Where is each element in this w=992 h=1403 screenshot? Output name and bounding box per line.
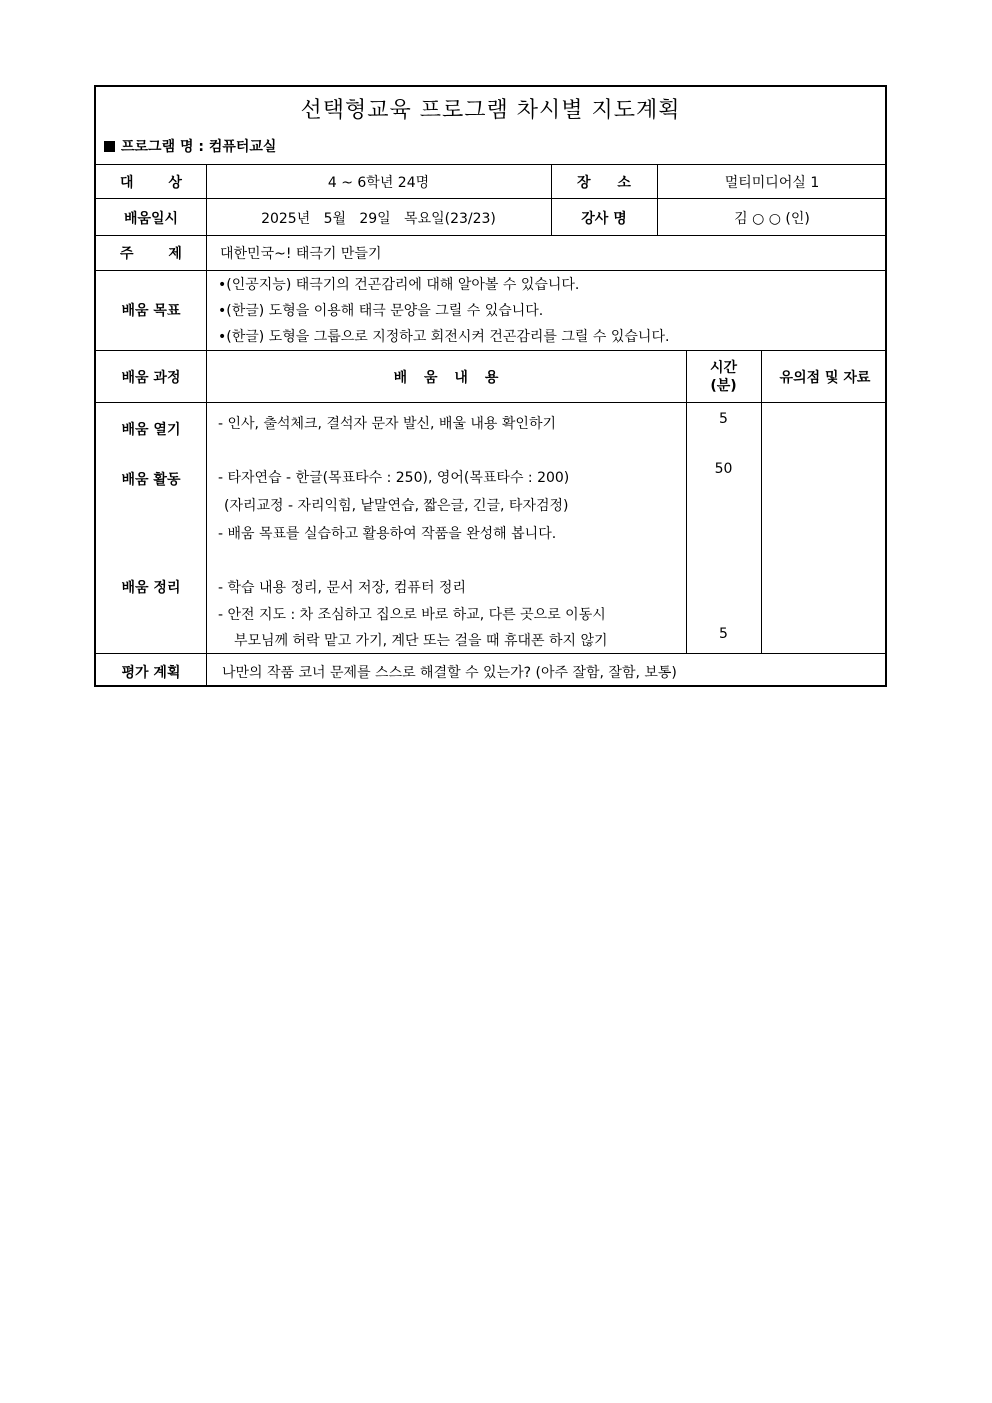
stage-activity-label: 배움 활동 xyxy=(121,472,181,488)
stage-open-line: - 인사, 출석체크, 결석자 문자 발신, 배울 내용 확인하기 xyxy=(218,416,557,432)
place-label: 장 소 xyxy=(577,175,631,191)
place-value: 멀티미디어실 1 xyxy=(724,175,820,191)
row-divider xyxy=(96,653,885,654)
stage-activity-line: - 타자연습 - 한글(목표타수 : 250), 영어(목표타수 : 200) xyxy=(218,470,570,486)
program-name xyxy=(104,136,276,156)
stage-close-line: - 안전 지도 : 차 조심하고 집으로 바로 하교, 다른 곳으로 이동시 xyxy=(218,607,606,623)
instructor-label: 강사 명 xyxy=(581,211,627,227)
date-label: 배움일시 xyxy=(123,211,179,227)
time-unit-header: (분) xyxy=(710,378,737,394)
goals-label: 배움 목표 xyxy=(121,303,181,319)
topic-label: 주 제 xyxy=(120,246,182,262)
notes-header: 유의점 및 자료 xyxy=(779,370,871,386)
date-value: 2025년 5월 29일 목요일(23/23) xyxy=(261,211,496,227)
row-divider xyxy=(96,198,885,199)
goal-item: •(한글) 도형을 이용해 태극 문양을 그릴 수 있습니다. xyxy=(218,303,544,319)
instructor-value: 김 ○ ○ (인) xyxy=(734,211,810,227)
process-header: 배움 과정 xyxy=(121,370,181,386)
stage-open-time: 5 xyxy=(719,411,728,427)
stage-close-label: 배움 정리 xyxy=(121,580,181,596)
row-divider xyxy=(96,164,885,165)
evaluation-label: 평가 계획 xyxy=(121,665,181,681)
column-divider xyxy=(686,350,687,653)
target-value: 4 ~ 6학년 24명 xyxy=(327,175,430,191)
column-divider xyxy=(206,164,207,687)
goal-item: •(한글) 도형을 그룹으로 지정하고 회전시켜 건곤감리를 그릴 수 있습니다. xyxy=(218,329,670,345)
evaluation-value: 나만의 작품 코너 문제를 스스로 해결할 수 있는가? (아주 잘함, 잘함, 보통) xyxy=(222,665,677,681)
page-title: 선택형교육 프로그램 차시별 지도계획 xyxy=(300,98,681,123)
square-bullet-icon xyxy=(104,141,115,152)
goal-item: •(인공지능) 태극기의 건곤감리에 대해 알아볼 수 있습니다. xyxy=(218,277,580,293)
row-divider xyxy=(96,235,885,236)
column-divider xyxy=(761,350,762,653)
lesson-plan-table xyxy=(94,85,887,687)
target-label: 대 상 xyxy=(120,175,182,191)
stage-activity-line: (자리교정 - 자리익힘, 낱말연습, 짧은글, 긴글, 타자검정) xyxy=(224,498,569,514)
topic-value: 대한민국~! 태극기 만들기 xyxy=(220,246,382,262)
stage-open-label: 배움 열기 xyxy=(121,422,181,438)
stage-close-line: 부모님께 허락 맡고 가기, 계단 또는 걸을 때 휴대폰 하지 않기 xyxy=(234,633,608,649)
stage-close-line: - 학습 내용 정리, 문서 저장, 컴퓨터 정리 xyxy=(218,580,466,596)
row-divider xyxy=(96,270,885,271)
stage-activity-time: 50 xyxy=(714,461,733,477)
stage-activity-line: - 배움 목표를 실습하고 활용하여 작품을 완성해 봅니다. xyxy=(218,526,557,542)
row-divider xyxy=(96,350,885,351)
stage-close-time: 5 xyxy=(719,626,728,642)
row-divider xyxy=(96,402,885,403)
time-header: 시간 xyxy=(709,360,738,376)
program-label: 프로그램 명 : 컴퓨터교실 xyxy=(121,139,277,155)
content-header: 배 움 내 용 xyxy=(393,370,499,386)
